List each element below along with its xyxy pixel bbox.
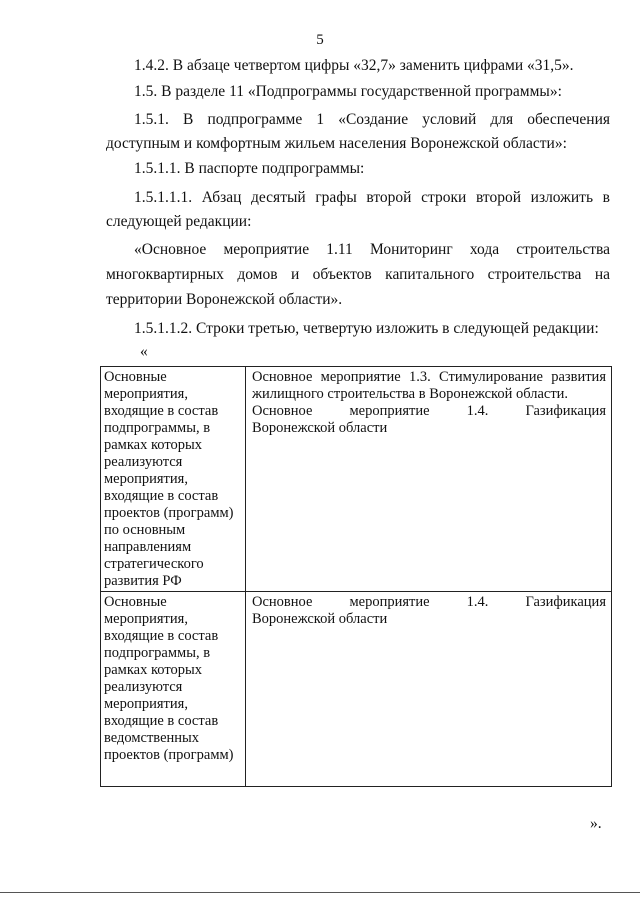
- table-row: [101, 592, 611, 786]
- cell-line: мероприятия,: [104, 611, 188, 627]
- table-row-1-right: [246, 367, 611, 591]
- paragraph-1-5-1-line1: 1.5.1. В подпрограмме 1 «Создание условий для обеспечения: [134, 111, 610, 128]
- cell-line: реализуются: [104, 454, 183, 470]
- quote-line-1: «Основное мероприятие 1.11 Мониторинг хода строительства: [134, 241, 610, 258]
- paragraph-1-4-2: 1.4.2. В абзаце четвертом цифры «32,7» заменить цифрами «31,5».: [134, 57, 574, 74]
- cell-line: жилищного строительства в Воронежской области.: [252, 386, 569, 402]
- paragraph-1-5-1-line2: доступным и комфортным жильем населения Воронежской области»:: [106, 135, 567, 152]
- cell-line: развития РФ: [104, 573, 182, 589]
- cell-line: входящие в состав: [104, 628, 219, 644]
- table-row-2-left: [101, 592, 246, 786]
- paragraph-1-5-1-1: 1.5.1.1. В паспорте подпрограммы:: [134, 160, 365, 177]
- cell-line: мероприятия,: [104, 386, 188, 402]
- cell-line: Основные: [104, 594, 167, 610]
- cell-line: входящие в состав: [104, 713, 219, 729]
- cell-line: Основное мероприятие 1.4. Газификация: [252, 403, 606, 419]
- table-row-1-left: [101, 367, 246, 591]
- cell-line: Воронежской области: [252, 611, 388, 627]
- cell-line: мероприятия,: [104, 696, 188, 712]
- table-row-2-right: [246, 592, 611, 786]
- page-bottom-divider: [0, 892, 640, 893]
- cell-line: Воронежской области: [252, 420, 388, 436]
- table-row: [101, 367, 611, 592]
- cell-line: рамках которых: [104, 437, 203, 453]
- open-quote: «: [140, 343, 148, 360]
- cell-line: реализуются: [104, 679, 183, 695]
- cell-line: стратегического: [104, 556, 204, 572]
- cell-line: входящие в состав: [104, 488, 219, 504]
- quote-line-3: территории Воронежской области».: [106, 291, 343, 308]
- paragraph-1-5: 1.5. В разделе 11 «Подпрограммы государственной программы»:: [134, 83, 562, 100]
- page-number: 5: [316, 32, 324, 48]
- cell-line: ведомственных: [104, 730, 200, 746]
- cell-line: подпрограммы, в: [104, 645, 211, 661]
- close-quote: ».: [590, 815, 602, 832]
- cell-line: Основные: [104, 369, 167, 385]
- cell-line: рамках которых: [104, 662, 203, 678]
- quote-line-2: многоквартирных домов и объектов капитального строительства на: [106, 266, 610, 283]
- paragraph-1-5-1-1-2: 1.5.1.1.2. Строки третью, четвертую изложить в следующей редакции:: [134, 320, 599, 337]
- paragraph-1-5-1-1-1-line2: следующей редакции:: [106, 213, 252, 230]
- cell-line: по основным: [104, 522, 186, 538]
- cell-line: мероприятия,: [104, 471, 188, 487]
- cell-line: Основное мероприятие 1.3. Стимулирование развития: [252, 369, 606, 385]
- cell-line: проектов (программ): [104, 505, 234, 521]
- cell-line: подпрограммы, в: [104, 420, 211, 436]
- paragraph-1-5-1-1-1-line1: 1.5.1.1.1. Абзац десятый графы второй строки второй изложить в: [134, 189, 610, 206]
- passport-table: [100, 366, 612, 787]
- cell-line: входящие в состав: [104, 403, 219, 419]
- cell-line: Основное мероприятие 1.4. Газификация: [252, 594, 606, 610]
- cell-line: проектов (программ): [104, 747, 234, 763]
- cell-line: направлениям: [104, 539, 192, 555]
